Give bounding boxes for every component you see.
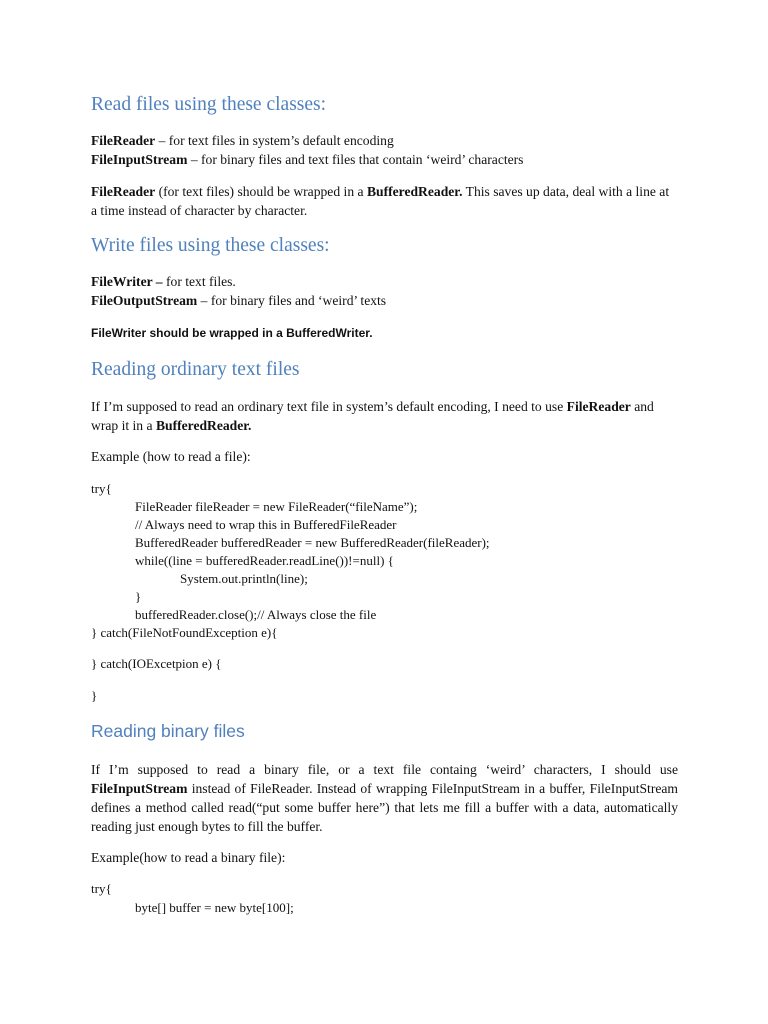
write-item-filewriter bbox=[91, 273, 236, 291]
code-line: // Always need to wrap this in BufferedFileReader bbox=[135, 517, 397, 532]
writer-note: FileWriter should be wrapped in a BufferedWriter. bbox=[91, 326, 373, 340]
reading-ordinary-heading: Reading ordinary text files bbox=[91, 359, 300, 380]
class-name: FileOutputStream bbox=[91, 293, 198, 308]
wrap-reader-paragraph bbox=[91, 182, 678, 220]
code-line: try{ bbox=[91, 481, 112, 496]
class-name: FileReader bbox=[91, 184, 156, 199]
write-files-heading: Write files using these classes: bbox=[91, 235, 330, 256]
code-line: byte[] buffer = new byte[100]; bbox=[135, 900, 294, 915]
code-line: } catch(FileNotFoundException e){ bbox=[91, 625, 278, 640]
class-name: FileWriter – bbox=[91, 274, 163, 289]
ordinary-paragraph bbox=[91, 397, 678, 435]
code-line: } bbox=[91, 688, 98, 703]
reading-binary-heading: Reading binary files bbox=[91, 721, 245, 741]
class-name: BufferedReader. bbox=[155, 418, 252, 433]
code-line: try{ bbox=[91, 881, 112, 896]
paragraph-text: If I’m supposed to read an ordinary text file in system’s default encoding, I need to use bbox=[91, 399, 567, 414]
code-line: } catch(IOExcetpion e) { bbox=[91, 656, 222, 671]
class-description: for text files. bbox=[162, 274, 236, 289]
paragraph-text: If I’m supposed to read a binary file, or a text file containg ‘weird’ characters, I should use bbox=[91, 762, 678, 777]
class-name: BufferedReader. bbox=[366, 184, 463, 199]
code-line: bufferedReader.close();// Always close the file bbox=[135, 607, 377, 622]
read-item-filereader bbox=[91, 132, 394, 150]
write-item-fileoutputstream bbox=[91, 292, 386, 310]
code-line: } bbox=[135, 589, 142, 604]
class-name: FileReader bbox=[566, 399, 631, 414]
paragraph-text: (for text files) should be wrapped in a bbox=[155, 184, 367, 199]
class-name: FileInputStream bbox=[91, 152, 188, 167]
code-line: System.out.println(line); bbox=[180, 571, 308, 586]
class-name: FileReader bbox=[91, 133, 156, 148]
paragraph-text: instead of FileReader. Instead of wrapping FileInputStream in a buffer, FileInputStream defines a method called read(“put some buffer here”) that lets me fill a buffer with a data, automatically reading just enough bytes to fill the buffer. bbox=[91, 781, 678, 834]
code-line: FileReader fileReader = new FileReader(“fileName”); bbox=[135, 499, 418, 514]
code-line: BufferedReader bufferedReader = new BufferedReader(fileReader); bbox=[135, 535, 490, 550]
class-description: – for binary files and text files that contain ‘weird’ characters bbox=[187, 152, 524, 167]
class-description: – for binary files and ‘weird’ texts bbox=[197, 293, 387, 308]
paragraph-text: This saves up data, deal with a line at a time instead of character by character. bbox=[91, 184, 670, 218]
read-files-heading: Read files using these classes: bbox=[91, 94, 327, 115]
paragraph-text: and wrap it in a bbox=[91, 399, 654, 433]
example2-label: Example(how to read a binary file): bbox=[91, 850, 286, 865]
class-name: FileInputStream bbox=[91, 781, 188, 796]
code-line: while((line = bufferedReader.readLine())!=null) { bbox=[135, 553, 394, 568]
class-description: – for text files in system’s default encoding bbox=[155, 133, 394, 148]
binary-paragraph bbox=[91, 760, 678, 836]
example1-label: Example (how to read a file): bbox=[91, 449, 251, 464]
read-item-fileinputstream bbox=[91, 151, 523, 169]
